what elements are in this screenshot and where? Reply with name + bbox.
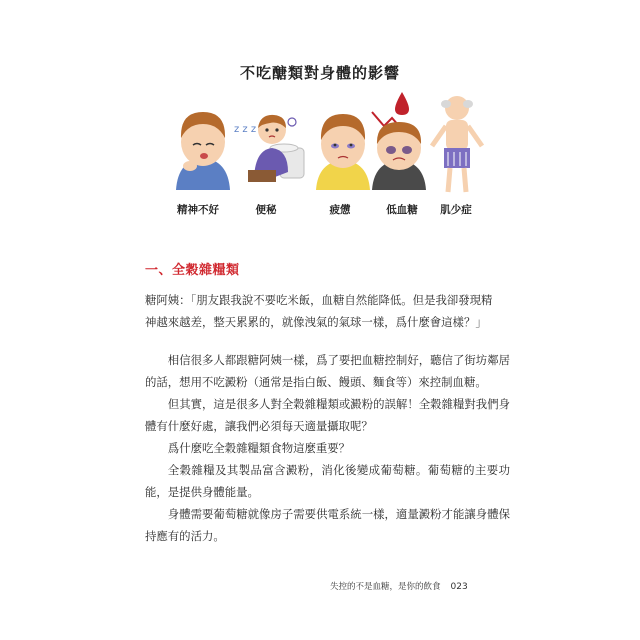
paragraph: 全穀雜糧及其製品富含澱粉，消化後變成葡萄糖。葡萄糖的主要功能，是提供身體能量。 <box>145 463 510 499</box>
constipation-illustration <box>232 90 310 190</box>
body-paragraphs <box>145 349 510 547</box>
caption-constipation: 便秘 <box>255 204 277 216</box>
paragraph: 相信很多人都跟糖阿姨一樣，爲了要把血糖控制好，聽信了街坊鄰居的話，想用不吃澱粉（通常是指白飯、饅頭、麵食等）來控制血糖。 <box>145 353 510 389</box>
paragraph: 身體需要葡萄糖就像房子需要供電系統一樣，適量澱粉才能讓身體保持應有的活力。 <box>145 507 510 543</box>
section-heading: 一、全穀雜糧類 <box>145 263 240 278</box>
paragraph: 爲什麼吃全穀雜糧類食物這麼重要？ <box>167 441 351 455</box>
page-footer <box>330 580 468 592</box>
paragraph: 但其實，這是很多人對全穀雜糧類或澱粉的誤解！全穀雜糧對我們身體有什麼好處，讓我們必須每天適量攝取呢？ <box>145 397 510 433</box>
page-number: 023 <box>450 582 468 592</box>
quote-line: 神越來越差，整天累累的，就像洩氣的氣球一樣，爲什麼會這樣？」 <box>145 315 487 329</box>
caption-fatigue: 疲憊 <box>329 204 351 216</box>
tired-person-illustration <box>168 90 238 190</box>
running-title: 失控的不是血糖，是你的飲食 <box>330 582 441 592</box>
caption-sarcopenia: 肌少症 <box>440 204 472 216</box>
caption-hypoglycemia: 低血糖 <box>386 204 418 216</box>
quote-block <box>145 289 510 333</box>
sarcopenia-illustration <box>422 90 492 195</box>
figure-title: 不吃醣類對身體的影響 <box>239 64 400 82</box>
svg-text:z z z: z z z <box>234 124 257 135</box>
quote-line: 糖阿姨：「朋友跟我說不要吃米飯，血糖自然能降低。但是我卻發現精 <box>145 293 493 307</box>
caption-low-energy: 精神不好 <box>177 204 219 216</box>
